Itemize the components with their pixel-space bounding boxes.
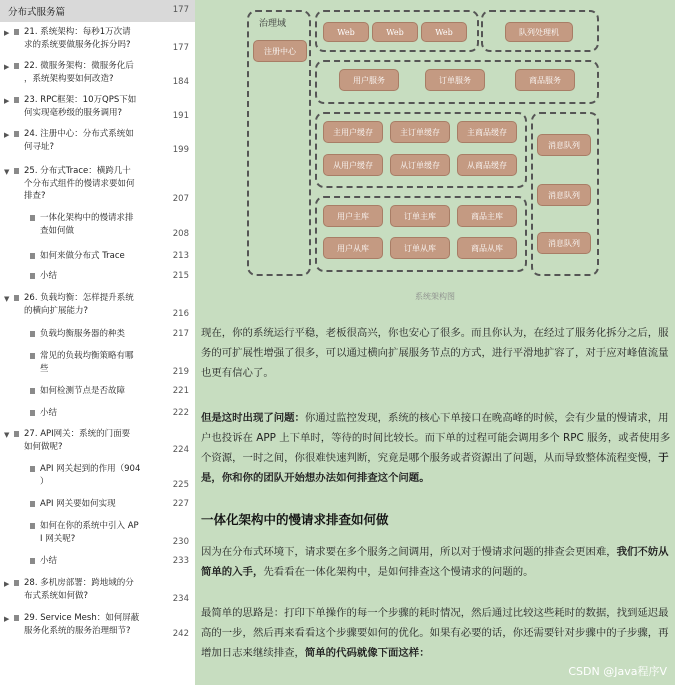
toc-item-page: 191: [172, 111, 189, 121]
bookmark-icon: [30, 331, 35, 337]
bookmark-icon: [14, 29, 19, 35]
section-heading: 一体化架构中的慢请求排查如何做: [201, 512, 389, 527]
toc-item-line: API 网关起到的作用（904: [40, 464, 141, 474]
expand-arrow-icon[interactable]: ▶: [4, 615, 10, 623]
toc-item-page: 216: [172, 309, 189, 319]
toc-item-line: 24. 注册中心：分布式系统如: [24, 129, 134, 139]
service-node-user: 用户服务: [339, 69, 399, 91]
toc-item-line: 小结: [40, 556, 58, 566]
toc-item-line: 何寻址?: [24, 141, 55, 152]
toc-item-line: 29. Service Mesh：如何屏蔽: [24, 613, 140, 623]
paragraph-4-bold: 简单的代码就像下面这样：: [304, 647, 430, 659]
toc-item-label: [24, 612, 139, 637]
toc-item-label: [40, 250, 125, 263]
bookmark-icon: [30, 215, 35, 221]
bookmark-icon: [14, 295, 19, 301]
toc-item-line: 小结: [40, 408, 58, 418]
cache-slave-order: 从订单缓存: [390, 154, 450, 176]
bookmark-icon: [30, 558, 35, 564]
toc-item-label: [24, 292, 134, 317]
web-node-1: Web: [323, 22, 369, 42]
collapse-arrow-icon[interactable]: ▼: [4, 168, 10, 176]
toc-item-label: [40, 270, 57, 283]
toc-item-line: 25. 分布式Trace：横跨几十: [24, 166, 131, 176]
toc-item-line: ，系统架构要如何改造?: [24, 73, 114, 84]
paragraph-3-bold: 我们不妨从简单的入手，: [201, 546, 669, 578]
paragraph-1-text: 现在，你的系统运行平稳，老板很高兴，你也安心了很多。而且你认为，在经过了服务化拆分之后，服务的可扩展性增强了很多，可以通过横向扩展服务节点的方式，进行平滑地扩容了，对于应对峰值流量也更有信心了。: [201, 327, 669, 379]
toc-item-page: 230: [172, 537, 189, 547]
toc-item-page: 225: [172, 480, 189, 490]
db-main-order: 订单主库: [390, 205, 450, 227]
toc-item-line: 28. 多机房部署：跨地域的分: [24, 578, 134, 588]
governance-title: 治理域: [259, 19, 287, 29]
toc-item-line: I 网关呢?: [40, 533, 76, 544]
paragraph-3-tail: 先看看在一体化架构中，是如何排查这个慢请求的问题的。: [263, 566, 534, 578]
cache-slave-product: 从商品缓存: [457, 154, 517, 176]
bookmark-icon: [14, 431, 19, 437]
paragraph-2: [201, 408, 671, 488]
toc-item-label: [40, 555, 57, 568]
toc-item-line: 小结: [40, 271, 58, 281]
expand-arrow-icon[interactable]: ▶: [4, 131, 10, 139]
toc-item-line: 何实现毫秒级的服务调用?: [24, 107, 123, 118]
toc-item-label: [40, 212, 134, 237]
toc-item-line: 如何做呢?: [24, 441, 63, 452]
toc-item-label: [40, 350, 134, 375]
toc-item-line: 排查?: [24, 191, 46, 201]
db-main-user: 用户主库: [323, 205, 383, 227]
expand-arrow-icon[interactable]: ▶: [4, 29, 10, 37]
registry-node: 注册中心: [253, 40, 307, 62]
toc-item-page: 221: [172, 386, 189, 396]
toc-item-line: 21. 系统架构：每秒1万次请: [24, 27, 131, 37]
toc-item-line: 的横向扩展能力?: [24, 305, 89, 316]
toc-item-line: 22. 微服务架构：微服务化后: [24, 61, 134, 71]
toc-sidebar: [0, 0, 196, 685]
paragraph-3: [201, 542, 671, 582]
toc-item-label: [40, 520, 139, 545]
toc-item-label: [24, 128, 134, 153]
toc-item-label: [24, 26, 131, 51]
paragraph-3-text: 因为在分布式环境下，请求要在多个服务之间调用，所以对于慢请求问题的排查会更困难，: [201, 546, 617, 558]
bookmark-icon: [30, 273, 35, 279]
toc-item-label: [40, 407, 57, 420]
toc-header[interactable]: [0, 0, 195, 22]
toc-item-line: 个分布式组件的慢请求要如何: [24, 178, 135, 189]
paragraph-1: [201, 323, 671, 383]
bookmark-icon: [30, 501, 35, 507]
bookmark-icon: [30, 410, 35, 416]
paragraph-2-lead: 但是这时出现了问题：: [201, 412, 305, 424]
toc-item-page: 184: [172, 77, 189, 87]
paragraph-4-text: 最简单的思路是：打印下单操作的每一个步骤的耗时情况，然后通过比较这些耗时的数据，找到延迟最高的一步，然后再来看看这个步骤要如何的优化。如果有必要的话，你还需要针对步骤中的子步骤，再增加日志来继续排查，: [201, 607, 669, 659]
diagram-caption: 系统架构图: [415, 292, 455, 301]
queue-node-1: 消息队列: [537, 134, 591, 156]
toc-item-page: 199: [172, 145, 189, 155]
db-slave-order: 订单从库: [390, 237, 450, 259]
queue-node-2: 消息队列: [537, 184, 591, 206]
toc-item-page: 242: [172, 629, 189, 639]
bookmark-icon: [14, 580, 19, 586]
bookmark-icon: [30, 253, 35, 259]
toc-item-line: 26. 负载均衡：怎样提升系统: [24, 293, 134, 303]
toc-item-page: 219: [172, 367, 189, 377]
toc-item-line: 如何检测节点是否故障: [40, 386, 126, 396]
queue-processor-node: 队列处理机: [505, 22, 573, 42]
watermark: CSDN @Java程序V: [568, 665, 667, 678]
toc-item-label: [24, 60, 134, 85]
db-slave-product: 商品从库: [457, 237, 517, 259]
collapse-arrow-icon[interactable]: ▼: [4, 295, 10, 303]
toc-item-page: 207: [172, 194, 189, 204]
toc-item-line: 服务化系统的服务治理细节?: [24, 625, 131, 636]
bookmark-icon: [30, 466, 35, 472]
toc-item-line: 布式系统如何做?: [24, 590, 89, 601]
toc-item-label: [24, 94, 136, 119]
toc-item-line: 23. RPC框架：10万QPS下如: [24, 95, 137, 105]
toc-item-line: 如何来做分布式 Trace: [40, 251, 125, 261]
architecture-diagram: [247, 6, 611, 300]
toc-item-page: 208: [172, 229, 189, 239]
toc-header-page: 177: [172, 5, 189, 15]
toc-item-page: 213: [172, 251, 189, 261]
toc-item-line: 查如何做: [40, 225, 75, 236]
bookmark-icon: [14, 131, 19, 137]
expand-arrow-icon[interactable]: ▶: [4, 580, 10, 588]
service-node-order: 订单服务: [425, 69, 485, 91]
toc-item-line: 一体化架构中的慢请求排: [40, 213, 134, 223]
toc-item-page: 227: [172, 499, 189, 509]
paragraph-2-tail: 于是，你和你的团队开始想办法如何排查这个问题。: [201, 452, 669, 484]
toc-item-label: [24, 165, 135, 203]
toc-item-line: 负载均衡服务器的种类: [40, 329, 126, 339]
toc-item-line: 27. API网关：系统的门面要: [24, 429, 131, 439]
bookmark-icon: [14, 615, 19, 621]
toc-item-label: [24, 428, 130, 453]
toc-item-page: 222: [172, 408, 189, 418]
document-page: [195, 0, 675, 685]
toc-header-title: 分布式服务篇: [8, 7, 66, 18]
bookmark-icon: [30, 523, 35, 529]
bookmark-icon: [14, 168, 19, 174]
toc-item-line: 如何在你的系统中引入 AP: [40, 521, 139, 531]
service-node-product: 商品服务: [515, 69, 575, 91]
toc-item-page: 224: [172, 445, 189, 455]
bookmark-icon: [30, 388, 35, 394]
collapse-arrow-icon[interactable]: ▼: [4, 431, 10, 439]
paragraph-4: [201, 603, 671, 663]
bookmark-icon: [14, 97, 19, 103]
expand-arrow-icon[interactable]: ▶: [4, 97, 10, 105]
toc-item-line: 些: [40, 363, 49, 374]
web-node-3: Web: [421, 22, 467, 42]
cache-main-user: 主用户缓存: [323, 121, 383, 143]
db-slave-user: 用户从库: [323, 237, 383, 259]
toc-item-page: 177: [172, 43, 189, 53]
toc-item-label: [40, 385, 125, 398]
toc-item-line: API 网关要如何实现: [40, 499, 116, 509]
toc-item-line: 常见的负载均衡策略有哪: [40, 351, 134, 361]
toc-item-label: [40, 463, 140, 488]
toc-item-page: 234: [172, 594, 189, 604]
toc-item-page: 233: [172, 556, 189, 566]
bookmark-icon: [30, 353, 35, 359]
toc-item-page: 215: [172, 271, 189, 281]
toc-item-page: 217: [172, 329, 189, 339]
cache-slave-user: 从用户缓存: [323, 154, 383, 176]
toc-item-label: [40, 328, 125, 341]
web-node-2: Web: [372, 22, 418, 42]
db-main-product: 商品主库: [457, 205, 517, 227]
cache-main-product: 主商品缓存: [457, 121, 517, 143]
expand-arrow-icon[interactable]: ▶: [4, 63, 10, 71]
toc-item-label: [40, 498, 116, 511]
toc-item-label: [24, 577, 134, 602]
toc-item-line: 求的系统要做服务化拆分吗?: [24, 39, 131, 50]
toc-item-line: ）: [40, 476, 49, 487]
queue-node-3: 消息队列: [537, 232, 591, 254]
paragraph-2-text: 你通过监控发现，系统的核心下单接口在晚高峰的时候，会有少量的慢请求，用户也投诉在 APP 上下单时，等待的时间比较长。而下单的过程可能会调用多个 RPC 服务，或者使用多个资源，一时之间，你很难快速判断，究竟是哪个服务或者资源出了问题，从而导致整体流程变慢，: [201, 412, 671, 464]
bookmark-icon: [14, 63, 19, 69]
cache-main-order: 主订单缓存: [390, 121, 450, 143]
